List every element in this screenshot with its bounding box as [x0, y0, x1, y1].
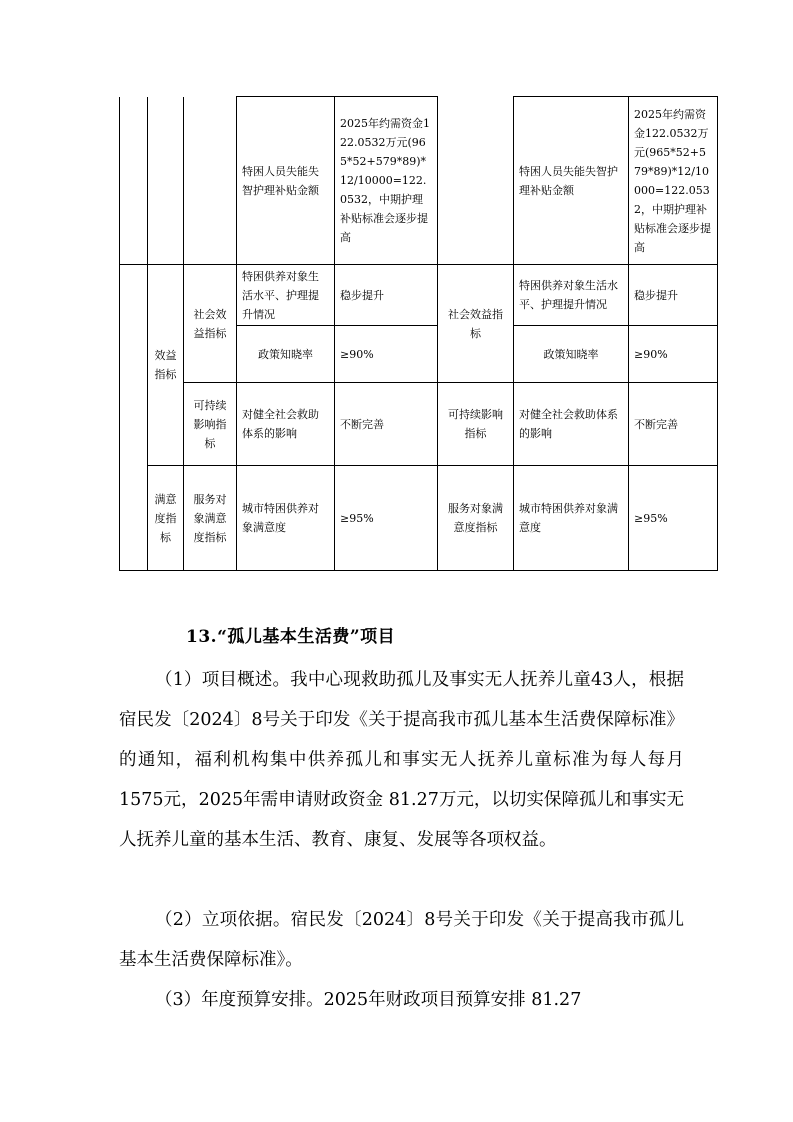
indicator-satisfaction-value-right: ≥95%	[629, 466, 718, 571]
indicator-value-care-subsidy: 2025年约需资金122.0532万元(965*52+579*89)*12/10000=122.0532，中期护理补贴标准会逐步提高	[335, 97, 438, 265]
level2-service-satisfaction: 服务对象满意度指标	[184, 466, 237, 571]
level1-benefit-indicator: 效益指标	[148, 265, 184, 466]
indicator-satisfaction-value: ≥95%	[335, 466, 438, 571]
level2-sustainability-right: 可持续影响指标	[438, 383, 514, 466]
indicator-value-care-subsidy-right: 2025年约需资金122.0532万元(965*52+579*89)*12/10000=122.0532，中期护理补贴标准会逐步提高	[629, 97, 718, 265]
indicator-name-care-subsidy-right: 特困人员失能失智护理补贴金额	[514, 97, 629, 265]
section-heading: 13.“孤儿基本生活费”项目	[186, 627, 396, 647]
indicator-policy-awareness-right: 政策知晓率	[514, 326, 629, 383]
indicator-social-assistance-impact-value: 不断完善	[335, 383, 438, 466]
indicator-satisfaction-right: 城市特困供养对象满意度	[514, 466, 629, 571]
level2-sustainability: 可持续影响指标	[184, 383, 237, 466]
blank-cell	[120, 265, 148, 571]
performance-indicator-table	[119, 96, 718, 571]
indicator-name-care-subsidy: 特困人员失能失智护理补贴金额	[237, 97, 335, 265]
indicator-living-standard-right: 特困供养对象生活水平、护理提升情况	[514, 265, 629, 326]
indicator-living-standard-value: 稳步提升	[335, 265, 438, 326]
blank-cell	[120, 97, 148, 265]
blank-cell	[438, 97, 514, 265]
indicator-social-assistance-impact: 对健全社会救助体系的影响	[237, 383, 335, 466]
paragraph-budget: （3）年度预算安排。2025年财政项目预算安排 81.27	[155, 990, 582, 1010]
level2-social-benefit-right: 社会效益指标	[438, 265, 514, 383]
blank-cell	[148, 97, 184, 265]
level2-social-benefit: 社会效益指标	[184, 265, 237, 383]
indicator-social-assistance-impact-value-right: 不断完善	[629, 383, 718, 466]
blank-cell	[184, 97, 237, 265]
indicator-living-standard-value-right: 稳步提升	[629, 265, 718, 326]
level1-satisfaction-indicator: 满意度指标	[148, 466, 184, 571]
paragraph-overview: （1）项目概述。我中心现救助孤儿及事实无人抚养儿童43人，根据宿民发〔2024〕8号关于印发《关于提高我市孤儿基本生活费保障标准》的通知，福利机构集中供养孤儿和事实无人抚养儿童标准为每人每月1575元，2025年需申请财政资金 81.27万元，以切实保障孤儿和事实无人抚养儿童的基本生活、教育、康复、发展等各项权益。	[119, 670, 684, 850]
indicator-living-standard: 特困供养对象生活水平、护理提升情况	[237, 265, 335, 326]
paragraph-basis: （2）立项依据。宿民发〔2024〕8号关于印发《关于提高我市孤儿基本生活费保障标准》。	[119, 910, 684, 970]
level2-service-satisfaction-right: 服务对象满意度指标	[438, 466, 514, 571]
indicator-policy-awareness: 政策知晓率	[237, 326, 335, 383]
indicator-social-assistance-impact-right: 对健全社会救助体系的影响	[514, 383, 629, 466]
indicator-policy-awareness-value: ≥90%	[335, 326, 438, 383]
indicator-policy-awareness-value-right: ≥90%	[629, 326, 718, 383]
indicator-satisfaction: 城市特困供养对象满意度	[237, 466, 335, 571]
